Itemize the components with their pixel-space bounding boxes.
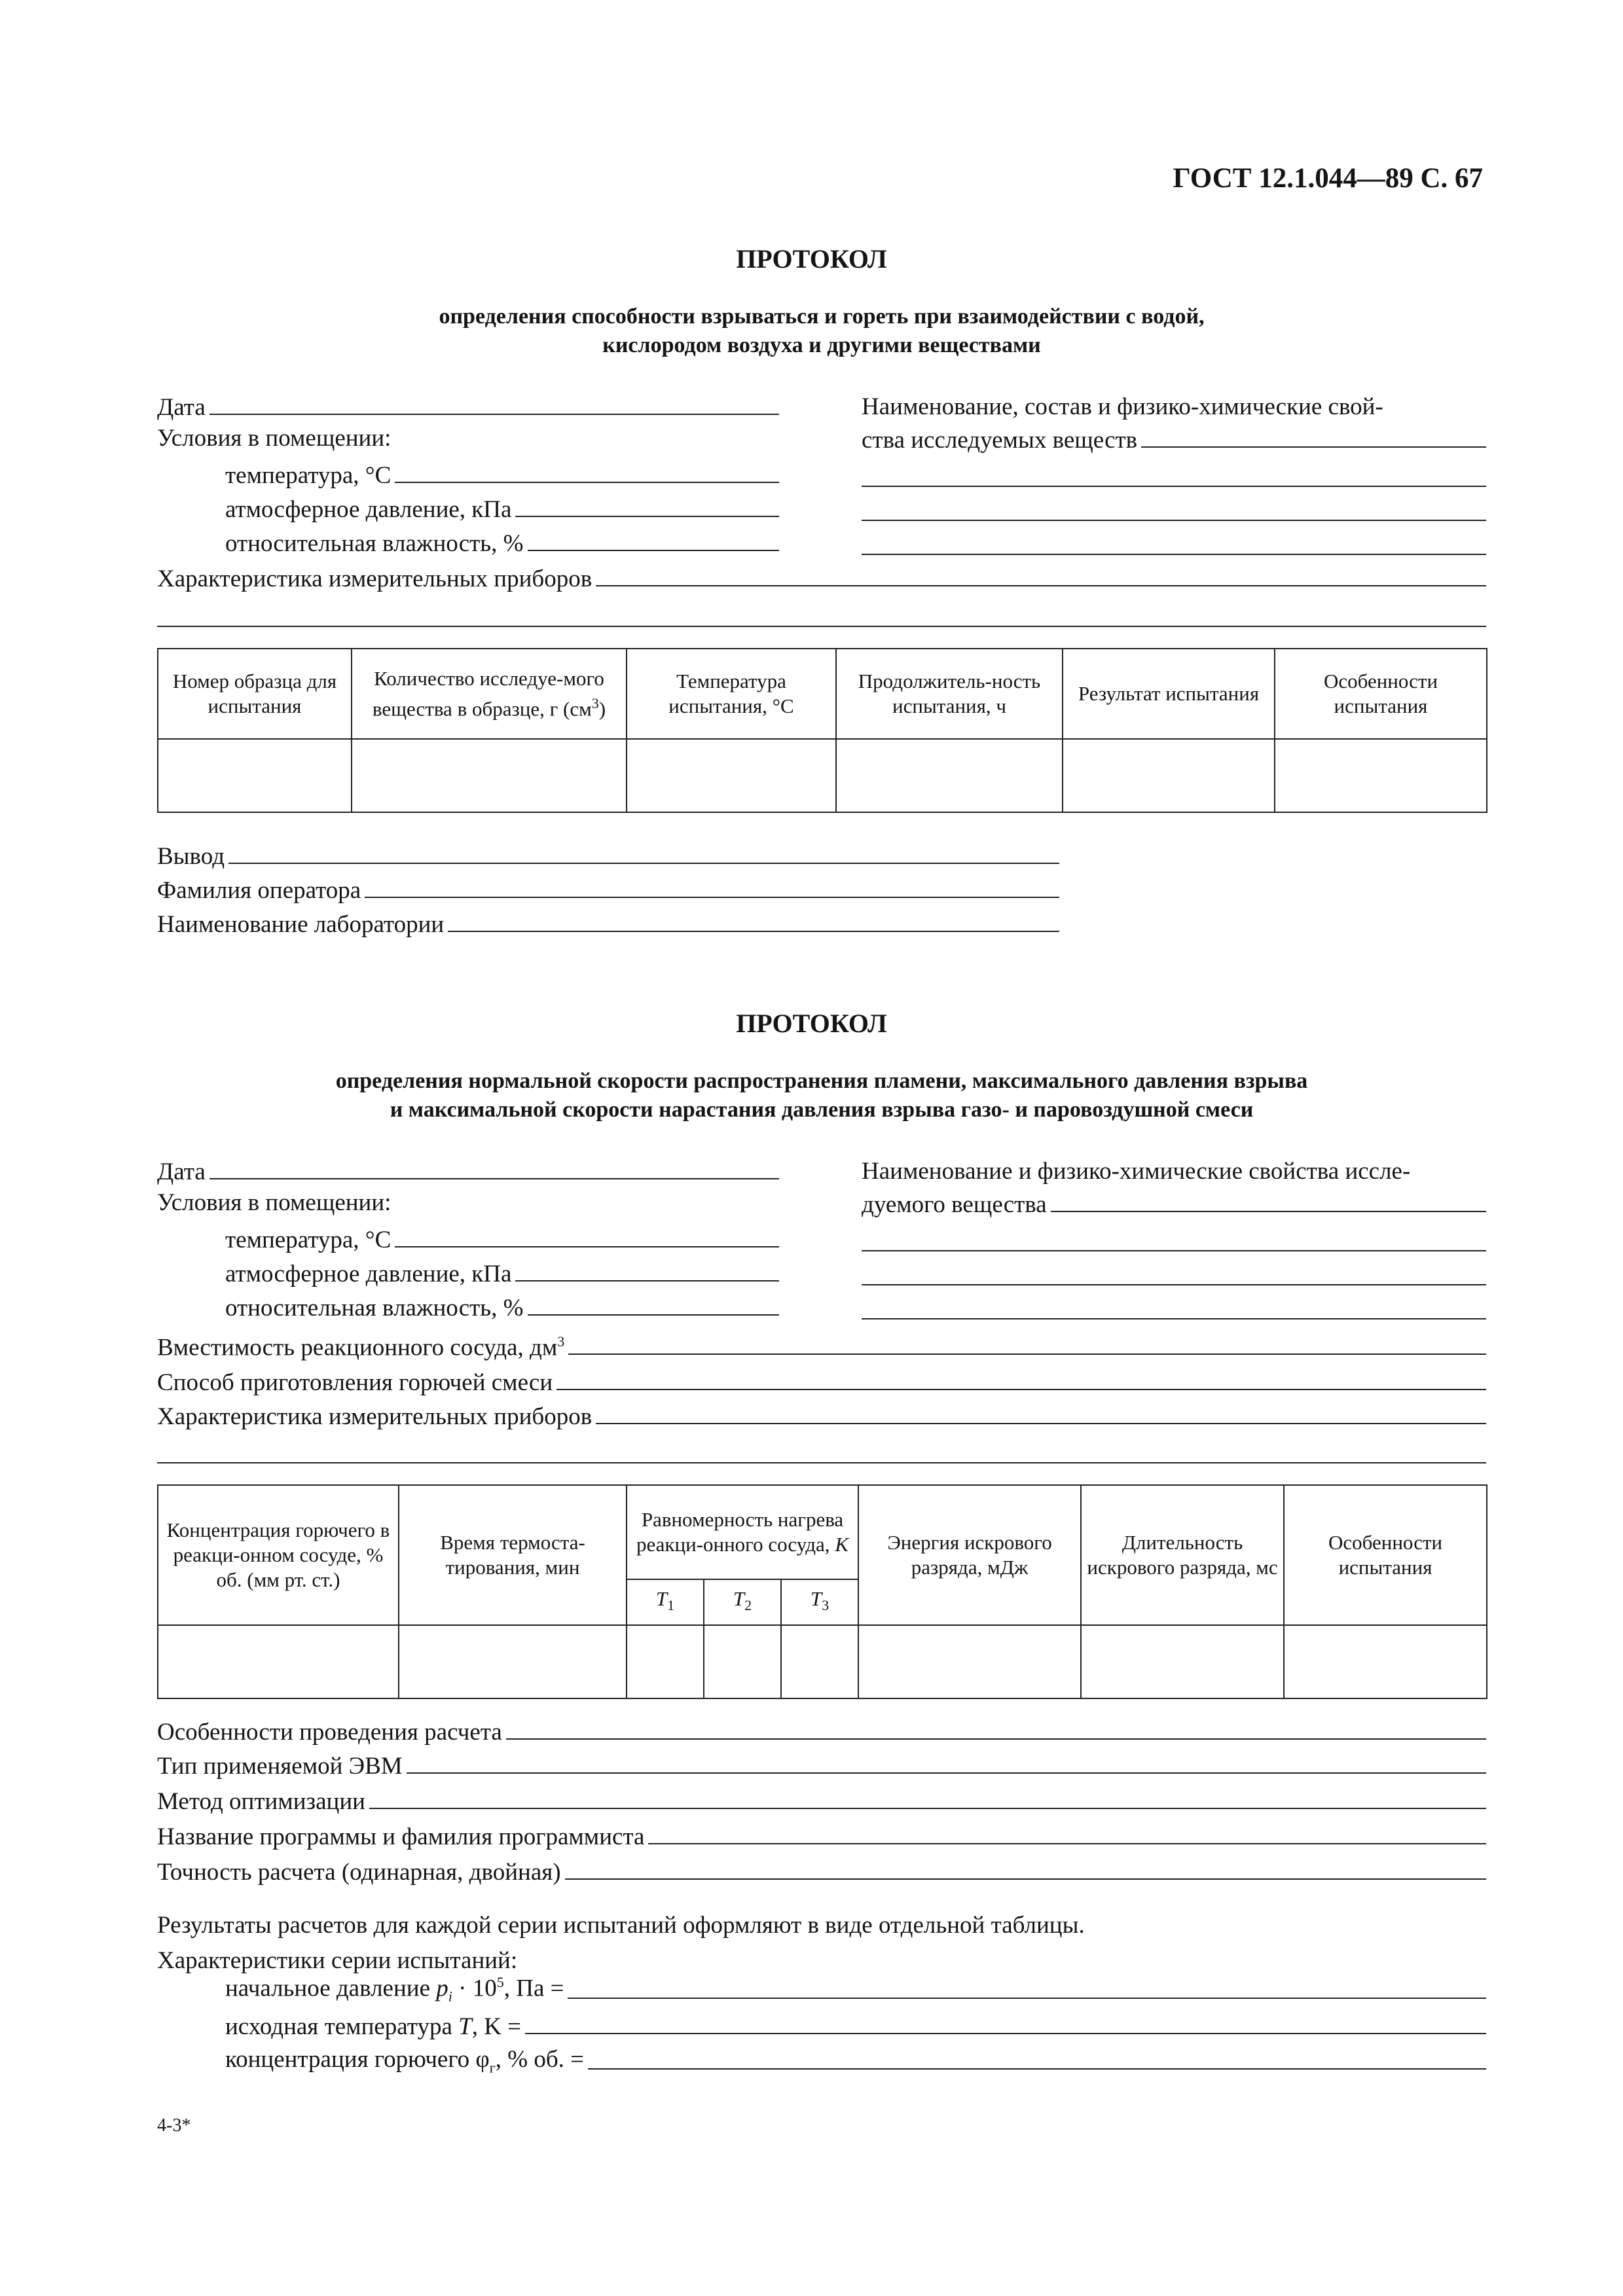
p2-col-T2-sub: 2 [744,1597,752,1614]
p2-col-uniformity-unit: K [835,1533,848,1556]
p2-fuel-concentration-field[interactable] [225,2041,1486,2076]
p1-instruments-extra-line[interactable] [157,626,1486,627]
p2-substance-line[interactable] [1051,1211,1486,1212]
p1-cell-test-temperature[interactable] [627,739,836,812]
p2-col-spark-duration: Длительность искрового разряда, мс [1081,1485,1284,1625]
p2-cell-T2[interactable] [704,1625,781,1698]
p1-table-header-row [158,649,1487,739]
p2-fuel-concentration-line[interactable] [588,2068,1486,2070]
p1-pressure-field[interactable] [225,488,779,524]
p2-initial-pressure-prefix: начальное давление [225,1975,437,2002]
protocol2-subtitle-line2: и максимальной скорости нарастания давления взрыва газо- и паровоздушной смеси [390,1098,1254,1122]
p1-instruments-field[interactable] [157,558,1486,593]
p1-laboratory-label: Наименование лаборатории [157,911,445,938]
p1-temperature-label: температура, °С [225,462,392,489]
p2-pressure-field[interactable] [225,1253,779,1288]
p1-temperature-field[interactable] [225,454,779,490]
p1-col-test-duration: Продолжитель-ность испытания, ч [836,649,1063,739]
p2-instruments-extra-line[interactable] [157,1462,1486,1463]
p2-date-field[interactable] [157,1151,779,1186]
protocol2-subtitle [157,1067,1486,1124]
page-mark: 4-3* [157,2115,191,2136]
p2-program-label: Название программы и фамилия программиста [157,1823,645,1850]
p2-date-line[interactable] [210,1178,779,1179]
p1-results-table [157,648,1487,813]
p2-substance-label-line1: Наименование и физико-химические свойства иссле- [862,1158,1411,1185]
p2-col-T3 [781,1579,858,1625]
p1-table-empty-row [158,739,1487,812]
p2-initial-temp-T: T [458,2013,472,2040]
p2-instruments-label: Характеристика измерительных приборов [157,1403,593,1430]
p2-temperature-line[interactable] [395,1246,779,1247]
p2-fuel-conc-prefix: концентрация горючего φ [225,2045,490,2073]
p2-mixture-label: Способ приготовления горючей смеси [157,1369,553,1396]
p2-computer-label: Тип применяемой ЭВМ [157,1753,403,1780]
p2-conditions-label: Условия в помещении: [157,1189,392,1216]
p2-cell-thermostat-time[interactable] [399,1625,627,1698]
p2-initial-temp-line[interactable] [525,2033,1486,2034]
p1-col-substance-amount-text: Количество исследуе-мого вещества в образце, г (см [372,666,604,721]
p2-substance-label-line2: дуемого вещества [862,1191,1047,1218]
p2-computer-field[interactable] [157,1745,1486,1780]
p2-substance-extra-line-3[interactable] [862,1318,1486,1319]
p2-vessel-line[interactable] [568,1354,1486,1355]
p2-initial-pressure-mid: · 10 [452,1975,497,2002]
p2-pressure-label: атмосферное давление, кПа [225,1261,512,1287]
p2-col-T1-letter: T [655,1587,668,1610]
p2-vessel-label-text: Вместимость реакционного сосуда, дм [157,1334,558,1361]
p2-substance-extra-line-2[interactable] [862,1284,1486,1285]
p2-cell-spark-energy[interactable] [858,1625,1081,1698]
p1-substance-label-line2: ства исследуемых веществ [862,427,1138,454]
p2-mixture-field[interactable] [157,1361,1486,1397]
p2-fuel-conc-sub: г [489,2059,496,2075]
p1-substance-extra-line-3[interactable] [862,554,1486,555]
p2-initial-pressure-label [225,1974,568,2005]
p2-col-T1-sub: 1 [667,1597,675,1614]
p2-cell-features[interactable] [1284,1625,1487,1698]
p2-initial-pressure-suffix: , Па = [503,1975,564,2002]
p2-computer-line[interactable] [407,1772,1486,1774]
p2-col-uniformity [627,1485,858,1579]
p2-initial-pressure-p: p [436,1975,448,2002]
p1-instruments-label: Характеристика измерительных приборов [157,565,593,592]
p1-col-substance-amount [352,649,627,739]
p2-precision-line[interactable] [565,1878,1486,1880]
p2-col-concentration: Концентрация горючего в реакци-онном сосуде, % об. (мм рт. ст.) [158,1485,399,1625]
p2-temperature-field[interactable] [225,1219,779,1254]
p2-calc-features-label: Особенности проведения расчета [157,1719,502,1746]
document-header: ГОСТ 12.1.044—89 С. 67 [1173,163,1483,194]
p2-vessel-label [157,1333,568,1361]
p2-program-field[interactable] [157,1816,1486,1851]
p1-cell-test-features[interactable] [1275,739,1487,812]
p2-cell-T1[interactable] [627,1625,704,1698]
p1-substance-line[interactable] [1141,446,1486,448]
protocol1-subtitle-line1: определения способности взрываться и гореть при взаимодействии с водой, [439,304,1205,329]
p2-fuel-concentration-label [225,2045,588,2076]
p1-col-test-temperature: Температура испытания, °С [627,649,836,739]
p2-cell-concentration[interactable] [158,1625,399,1698]
p2-initial-pressure-p-sub: i [448,1988,452,2005]
p1-laboratory-field[interactable] [157,903,1059,939]
p2-humidity-line[interactable] [528,1314,780,1316]
p2-vessel-label-sup: 3 [557,1333,565,1350]
p1-operator-field[interactable] [157,869,1059,905]
p1-conclusion-field[interactable] [157,835,1059,870]
p2-fuel-conc-suffix: , % об. = [495,2045,585,2073]
p2-precision-field[interactable] [157,1851,1486,1886]
protocol1-subtitle [157,302,1486,360]
p2-substance-field[interactable] [862,1183,1486,1219]
p1-col-substance-amount-close: ) [598,697,606,721]
p2-col-T2-letter: T [733,1587,745,1610]
p1-col-sample-number: Номер образца для испытания [158,649,352,739]
p2-col-features: Особенности испытания [1284,1485,1487,1625]
p1-date-label: Дата [157,394,206,421]
p2-col-spark-energy: Энергия искрового разряда, мДж [858,1485,1081,1625]
p1-cell-sample-number[interactable] [158,739,352,812]
p2-pressure-line[interactable] [515,1280,779,1282]
p2-optimization-field[interactable] [157,1780,1486,1816]
p2-program-line[interactable] [648,1843,1486,1844]
p2-optimization-label: Метод оптимизации [157,1788,365,1815]
p1-instruments-line[interactable] [596,585,1486,586]
p2-cell-spark-duration[interactable] [1081,1625,1284,1698]
protocol2-subtitle-line1: определения нормальной скорости распространения пламени, максимального давления взрыва [335,1069,1308,1093]
p1-substance-label-line1: Наименование, состав и физико-химические свой- [862,393,1383,420]
p2-table-header-row [158,1485,1487,1579]
p2-results-table [157,1484,1487,1699]
p1-cell-test-result[interactable] [1063,739,1275,812]
p1-temperature-line[interactable] [395,482,779,483]
p2-optimization-line[interactable] [369,1808,1486,1809]
protocol2-title: ПРОТОКОЛ [736,1009,887,1038]
p2-initial-temp-prefix: исходная температура [225,2013,459,2040]
p2-calc-features-field[interactable] [157,1711,1486,1746]
p2-instruments-field[interactable] [157,1395,1486,1431]
p1-col-substance-amount-sup: 3 [591,694,599,711]
p1-date-line[interactable] [210,414,779,415]
p2-humidity-field[interactable] [225,1287,779,1322]
p1-pressure-line[interactable] [515,516,779,517]
p1-operator-label: Фамилия оператора [157,877,361,904]
p1-substance-field[interactable] [862,419,1486,454]
p1-substance-extra-line-1[interactable] [862,486,1486,487]
p2-date-label: Дата [157,1158,206,1185]
p1-col-test-result: Результат испытания [1063,649,1275,739]
p2-series-label: Характеристики серии испытаний: [157,1947,518,1974]
p1-pressure-label: атмосферное давление, кПа [225,496,512,523]
protocol1-title: ПРОТОКОЛ [736,244,887,274]
p1-operator-line[interactable] [365,897,1059,898]
p2-initial-temp-label [225,2013,525,2041]
p2-mixture-line[interactable] [556,1389,1486,1390]
p2-col-T3-sub: 3 [822,1597,830,1614]
p1-conclusion-label: Вывод [157,843,225,870]
p2-initial-temp-suffix: , K = [471,2013,522,2040]
p1-col-test-features: Особенности испытания [1275,649,1487,739]
p2-initial-temp-field[interactable] [225,2005,1486,2041]
p1-cell-substance-amount[interactable] [352,739,627,812]
p2-initial-pressure-field[interactable] [225,1970,1486,2005]
p1-date-field[interactable] [157,386,779,422]
p2-initial-pressure-sup: 5 [496,1974,504,1991]
p2-col-thermostat-time: Время термоста-тирования, мин [399,1485,627,1625]
p1-humidity-line[interactable] [528,550,780,551]
p1-humidity-field[interactable] [225,522,779,558]
p2-vessel-field[interactable] [157,1326,1486,1361]
p2-results-note: Результаты расчетов для каждой серии испытаний оформляют в виде отдельной таблицы. [157,1912,1085,1939]
p2-substance-extra-line-1[interactable] [862,1250,1486,1251]
p1-humidity-label: относительная влажность, % [225,530,524,557]
p2-instruments-line[interactable] [596,1423,1486,1424]
p2-humidity-label: относительная влажность, % [225,1295,524,1321]
p2-temperature-label: температура, °С [225,1227,392,1253]
p2-initial-pressure-line[interactable] [568,1998,1486,1999]
p2-col-uniformity-text: Равномерность нагрева реакци-онного сосуда, [636,1508,844,1556]
p2-table-empty-row [158,1625,1487,1698]
p2-col-T3-letter: T [810,1587,822,1610]
p2-cell-T3[interactable] [781,1625,858,1698]
p1-cell-test-duration[interactable] [836,739,1063,812]
p1-laboratory-line[interactable] [448,931,1059,932]
p2-col-T2 [704,1579,781,1625]
p1-substance-extra-line-2[interactable] [862,520,1486,521]
p2-precision-label: Точность расчета (одинарная, двойная) [157,1859,561,1886]
p2-calc-features-line[interactable] [506,1738,1486,1740]
p1-conclusion-line[interactable] [228,863,1059,864]
p2-col-T1 [627,1579,704,1625]
protocol1-subtitle-line2: кислородом воздуха и другими веществами [602,333,1041,357]
p1-conditions-label: Условия в помещении: [157,425,392,452]
